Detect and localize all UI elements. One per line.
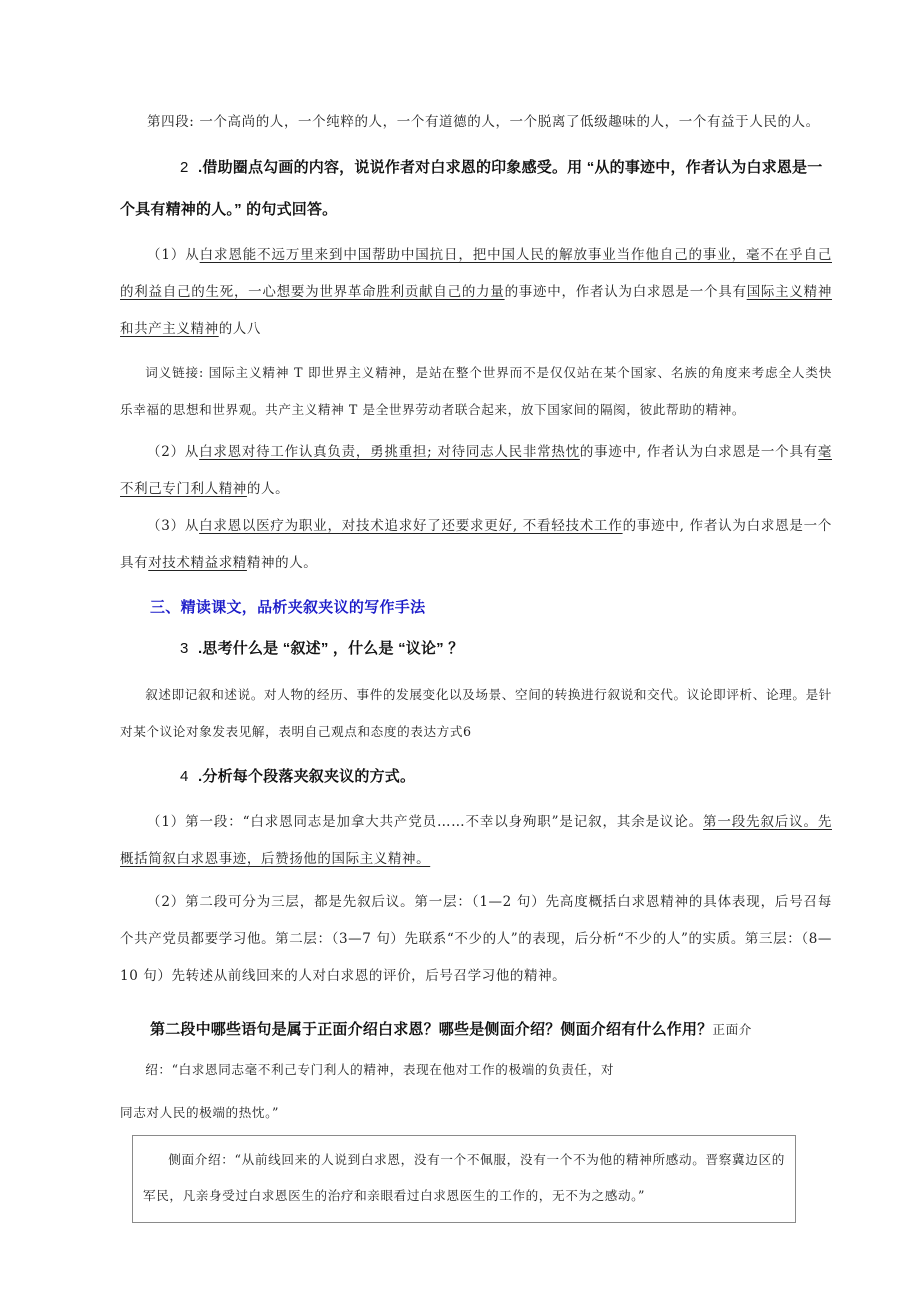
paragraph-fourth-section: 第四段: 一个高尚的人，一个纯粹的人，一个有道德的人，一个脱离了低级趣味的人，一个有益于人民的人。 — [147, 114, 820, 130]
word-link-note: 词义链接: 国际主义精神 T 即世界主义精神，是站在整个世界而不是仅仅站在某个国家、名族的角度来考虑全人类快乐幸福的思想和世界观。共产主义精神 T 是全世界劳动者联合起来，放下国家间的隔阂，彼此帮助的精神。 — [120, 365, 832, 417]
question-3-text: 思考什么是 “叙述” ，什么是 “议论” ？ — [202, 640, 464, 657]
answer-3-mid: 的事迹中, 作者认为白求恩是一个具有 — [120, 518, 832, 571]
answer-3-tail: 精神的人。 — [246, 555, 318, 571]
question-2-text: 借助圈点勾画的内容，说说作者对白求恩的印象感受。用 “从的事迹中，作者认为白求恩是一个具有精神的人。” 的句式回答。 — [120, 159, 823, 218]
answer-2-marker: （2）从 — [147, 444, 200, 460]
answer-1-underlined-a: 白求恩能不远万里来到中国帮助中国抗日，把中国人民的解放事业当作他自己的事业，毫不在乎自己的利益自己的生死，一心想要为世界革命胜利贡献自己的力量 — [120, 247, 832, 300]
answer-2-mid: 的事迹中, 作者认为白求恩是一个具有 — [579, 444, 818, 460]
answer-5-line-1: 绍：“白求恩同志毫不利己专门利人的精神，表现在他对工作的极端的负责任，对 — [145, 1062, 615, 1077]
answer-2-tail: 的人。 — [246, 481, 290, 497]
answer-2-underlined-b: 毫不利己专门利人精神 — [120, 444, 832, 497]
answer-4-1-underlined: 第一段先叙后议。先概括简叙白求恩事迹，后赞扬他的国际主义精神。 — [120, 814, 832, 867]
question-4 — [120, 756, 832, 798]
question-2-dot: . — [198, 159, 203, 176]
question-4-text: 分析每个段落夹叙夹议的方式。 — [202, 768, 416, 785]
answer-4-1-prefix: （1）第一段：“白求恩同志是加拿大共产党员……不幸以身殉职”是记叙，其余是议论。 — [147, 814, 704, 830]
question-3-dot: . — [198, 640, 203, 657]
answer-1-marker: （1）从 — [147, 247, 200, 263]
question-3-number: 3 — [180, 640, 189, 657]
question-4-dot: . — [198, 768, 203, 785]
answer-1 — [120, 237, 832, 348]
answer-4-2: （2）第二段可分为三层，都是先叙后议。第一层：（1—2 句）先高度概括白求恩精神的具体表现，后号召每个共产党员都要学习他。第二层：（3—7 句）先联系“不少的人”的表现，后分析“不少的人”的实质。第三层：（8—10 句）先转述从前线回来的人对白求恩的评价，后号召学习他的精神。 — [120, 894, 832, 984]
question-3 — [120, 628, 832, 670]
answer-1-mid: 的事迹中，作者认为白求恩是一个具有 — [504, 284, 747, 300]
answer-question-3: 叙述即记叙和述说。对人物的经历、事件的发展变化以及场景、空间的转换进行叙说和交代。议论即评析、论理。是针对某个议论对象发表见解，表明自己观点和态度的表达方式6 — [120, 687, 832, 739]
spacer — [120, 995, 832, 1009]
answer-3 — [120, 508, 832, 582]
answer-2 — [120, 434, 832, 508]
question-5 — [120, 1009, 832, 1051]
section-heading-3: 三、精读课文，品析夹叙夹议的写作手法 — [150, 599, 426, 616]
question-5-tail: 正面介 — [712, 1022, 752, 1037]
answer-5-line-2: 同志对人民的极端的热忱。” — [120, 1105, 280, 1120]
question-5-text: 第二段中哪些语句是属于正面介绍白求恩？哪些是侧面介绍？侧面介绍有什么作用？ — [150, 1021, 713, 1038]
question-4-number: 4 — [180, 768, 189, 785]
question-2-number: 2 — [180, 159, 189, 176]
answer-2-underlined-a: 白求恩对待工作认真负责，勇挑重担; 对待同志人民非常热忱 — [199, 444, 580, 460]
answer-4-1 — [120, 804, 832, 878]
answer-3-marker: （3）从 — [147, 518, 200, 534]
boxed-answer-container — [132, 1135, 796, 1223]
answer-3-underlined-a: 白求恩以医疗为职业，对技术追求好了还要求更好, 不看轻技术工作 — [199, 518, 623, 534]
question-2 — [120, 147, 832, 231]
answer-1-tail: 的人八 — [218, 321, 262, 337]
boxed-answer-text: 侧面介绍：“从前线回来的人说到白求恩，没有一个不佩服，没有一个不为他的精神所感动。晋察冀边区的军民，凡亲身受过白求恩医生的治疗和亲眼看过白求恩医生的工作的，无不为之感动。” — [143, 1152, 785, 1203]
answer-3-underlined-b: 对技术精益求精 — [148, 555, 247, 571]
answer-1-underlined-b: 国际主义精神和共产主义精神 — [120, 284, 833, 337]
